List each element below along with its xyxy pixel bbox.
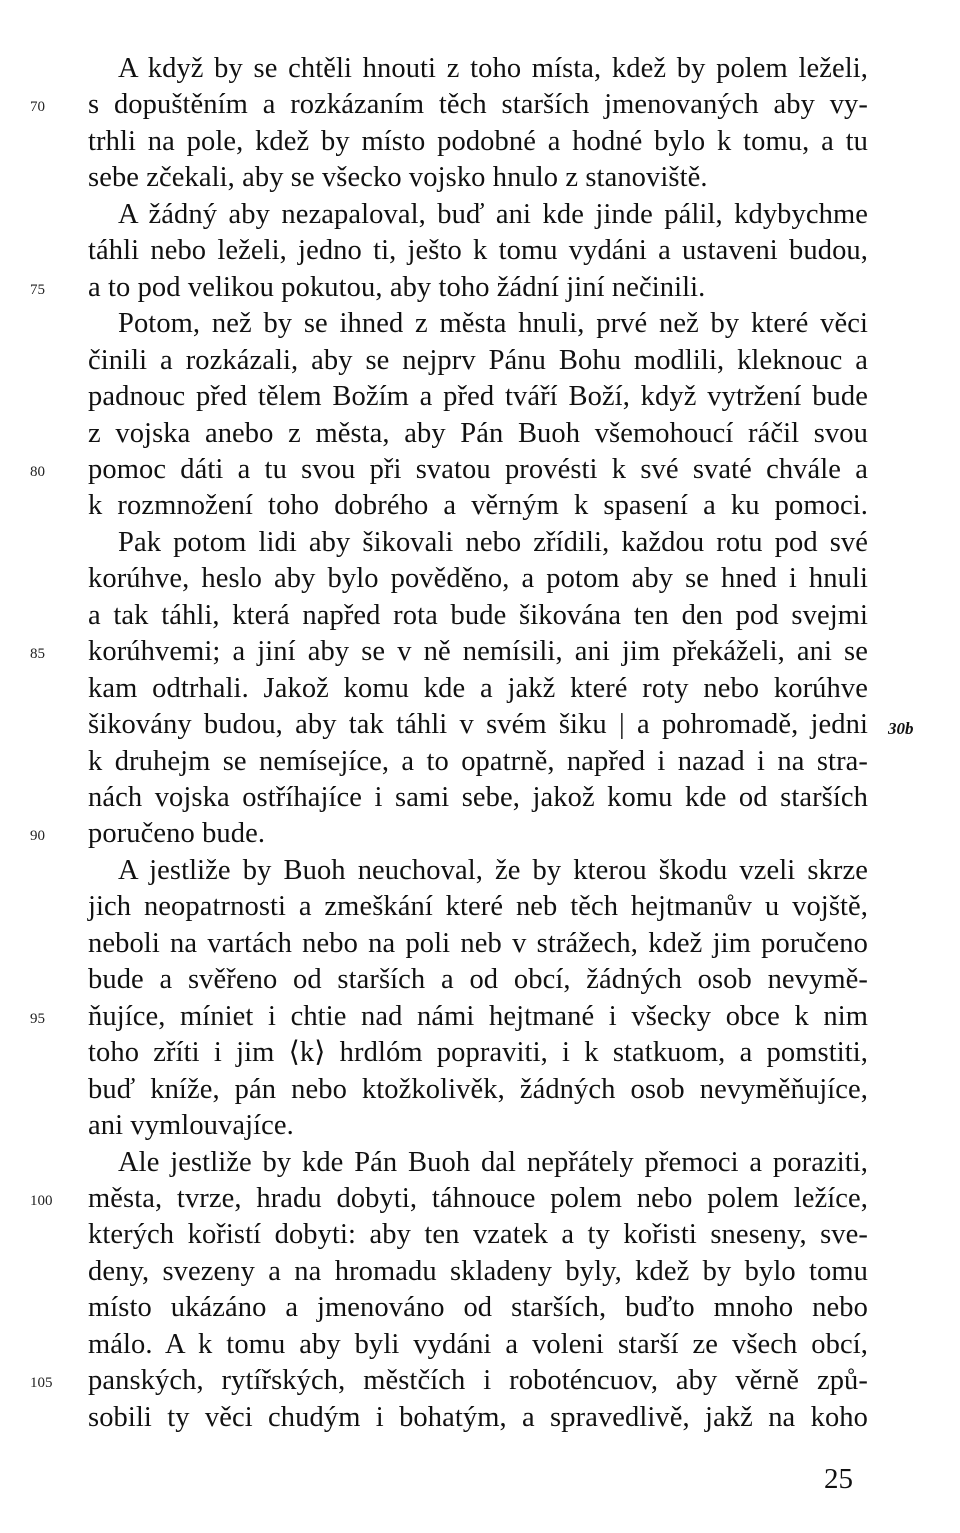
line-number: 80 xyxy=(30,463,45,480)
text-line: Potom, než by se ihned z města hnuli, prvé než by které věci xyxy=(118,308,868,340)
text-line: jich neopatrnosti a zmeškání které neb těch hejtmanův u vojště, xyxy=(88,891,868,923)
text-line: činili a rozkázali, aby se nejprv Pánu Bohu modlili, kleknouc a xyxy=(88,344,868,376)
text-line: bude a svěřeno od starších a od obcí, žádných osob nevymě- xyxy=(88,964,868,996)
text-line: buď kníže, pán nebo ktožkolivěk, žádných osob nevyměňujíce, xyxy=(88,1073,868,1105)
text-line: sebe zčekali, aby se všecko vojsko hnulo z stanoviště. xyxy=(88,162,708,194)
text-line: panských, rytířských, městčích i roboténcuov, aby věrně způ- xyxy=(88,1365,868,1397)
line-number: 75 xyxy=(30,281,45,298)
line-number: 85 xyxy=(30,646,45,663)
text-line: místo ukázáno a jmenováno od starších, buďto mnoho nebo xyxy=(88,1292,868,1324)
text-line: deny, svezeny a na hromadu skladeny byly, kdež by bylo tomu xyxy=(88,1255,868,1287)
text-line: kterých kořistí dobyti: aby ten vzatek a ty kořisti sneseny, sve- xyxy=(88,1219,868,1251)
text-line: málo. A k tomu aby byli vydáni a voleni starší ze všech obcí, xyxy=(88,1328,868,1360)
text-line: Pak potom lidi aby šikovali nebo zřídili, každou rotu pod své xyxy=(118,526,868,558)
line-number: 70 xyxy=(30,99,45,116)
text-line: A jestliže by Buoh neuchoval, že by kterou škodu vzeli skrze xyxy=(118,854,868,886)
text-line: A žádný aby nezapaloval, buď ani kde jinde pálil, kdybychme xyxy=(118,198,868,230)
text-line: kam odtrhali. Jakož komu kde a jakž které roty nebo korúhve xyxy=(88,672,868,704)
line-number: 90 xyxy=(30,828,45,845)
text-line: pomoc dáti a tu svou při svatou provésti k své svaté chvále a xyxy=(88,453,868,485)
text-line: a to pod velikou pokutou, aby toho žádní jiní nečinili. xyxy=(88,271,706,303)
text-line: ani vymlouvajíce. xyxy=(88,1110,294,1142)
text-line: k rozmnožení toho dobrého a věrným k spasení a ku pomoci. xyxy=(88,490,868,522)
text-line: korúhve, heslo aby bylo pověděno, a potom aby se hned i hnuli xyxy=(88,563,868,595)
line-number: 100 xyxy=(30,1192,53,1209)
text-line: šikovány budou, aby tak táhli v svém šiku | a pohromadě, jedni xyxy=(88,709,868,741)
text-line: k druhejm se nemísejíce, a to opatrně, napřed i nazad i na stra- xyxy=(88,745,868,777)
text-line: Ale jestliže by kde Pán Buoh dal nepřátely přemoci a poraziti, xyxy=(118,1146,868,1178)
text-line: neboli na vartách nebo na poli neb v strážech, kdež jim poručeno xyxy=(88,927,868,959)
text-line: korúhvemi; a jiní aby se v ně nemísili, ani jim překáželi, ani se xyxy=(88,636,868,668)
page-number: 25 xyxy=(824,1463,853,1495)
text-line: města, tvrze, hradu dobyti, táhnouce polem nebo polem ležíce, xyxy=(88,1182,868,1214)
margin-folio-reference: 30b xyxy=(888,719,914,739)
text-line: táhli nebo leželi, jedno ti, ješto k tomu vydáni a ustaveni budou, xyxy=(88,235,868,267)
line-number: 95 xyxy=(30,1010,45,1027)
text-line: trhli na pole, kdež by místo podobné a hodné bylo k tomu, a tu xyxy=(88,125,868,157)
text-line: toho zříti i jim ⟨k⟩ hrdlóm popraviti, i k statkuom, a pomstiti, xyxy=(88,1037,868,1069)
text-line: ňujíce, míniet i chtie nad námi hejtmané i všecky obce k nim xyxy=(88,1000,868,1032)
text-line: nách vojska ostříhajíce i sami sebe, jakož komu kde od starších xyxy=(88,782,868,813)
text-line: A když by se chtěli hnouti z toho místa, kdež by polem leželi, xyxy=(118,53,868,84)
text-line: a tak táhli, která napřed rota bude šikována ten den pod svejmi xyxy=(88,599,868,631)
text-line: z vojska anebo z města, aby Pán Buoh všemohoucí ráčil svou xyxy=(88,417,868,449)
text-line: padnouc před tělem Božím a před tváří Boží, když vytržení bude xyxy=(88,381,868,413)
line-number: 105 xyxy=(30,1375,53,1392)
text-line: sobili ty věci chudým i bohatým, a spravedlivě, jakž na koho xyxy=(88,1401,868,1433)
text-line: poručeno bude. xyxy=(88,818,266,850)
text-line: s dopuštěním a rozkázaním těch starších jmenovaných aby vy- xyxy=(88,89,868,121)
